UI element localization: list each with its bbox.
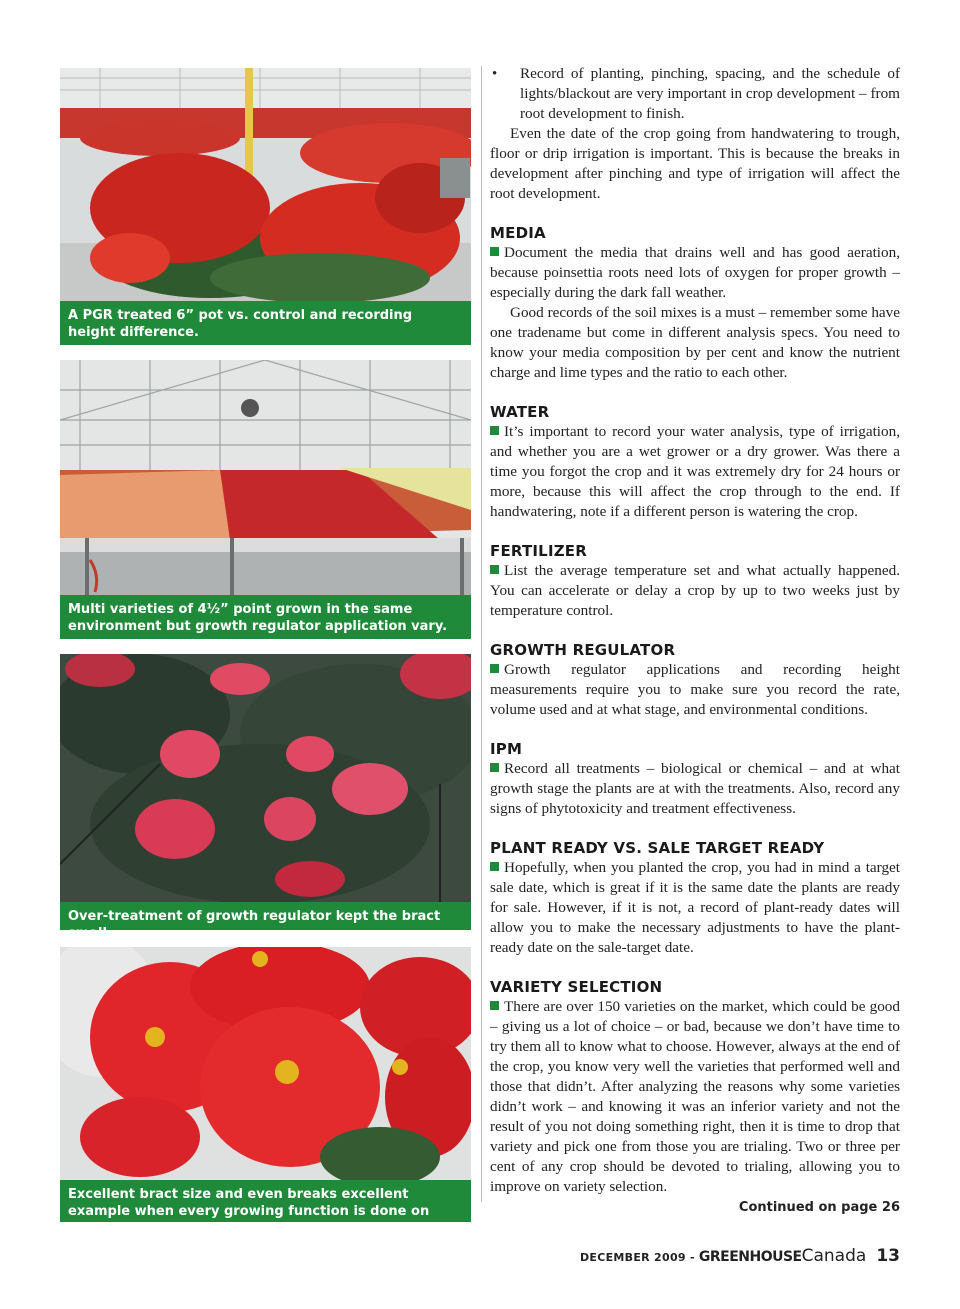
plant-ready-paragraph xyxy=(490,858,900,958)
section-marker-square xyxy=(490,565,499,574)
section-marker-square xyxy=(490,426,499,435)
heading-plant-ready: PLANT READY VS. SALE TARGET READY xyxy=(490,839,825,857)
fertilizer-paragraph xyxy=(490,561,900,621)
column-divider xyxy=(481,66,482,1202)
heading-variety-selection: VARIETY SELECTION xyxy=(490,978,663,996)
caption-over-treatment: Over-treatment of growth regulator kept the bract small. xyxy=(60,902,471,930)
photo-greenhouse-varieties xyxy=(60,360,471,595)
growth-p1-text: Growth regulator applications and recording height measurements require you to make sure you record the rate, volume used and at what stage, and environmental conditions. xyxy=(490,661,900,718)
magazine-name-regular: Canada xyxy=(801,1246,867,1266)
ipm-p1-text: Record all treatments – biological or chemical – and at what growth stage the plants are at with the treatments. Also, record any signs of phytotoxicity and treatment effectiveness. xyxy=(490,760,900,817)
growth-paragraph xyxy=(490,660,900,720)
intro-bullet-text: Record of planting, pinching, spacing, and the schedule of lights/blackout are very important in crop development – from root development to finish. xyxy=(520,65,900,122)
water-p1-text: It’s important to record your water analysis, type of irrigation, and whether you are a wet grower or a dry grower. Was there a time you forgot the crop and it was extremely dry for 24 hours or more, because this will affect the crop through to the end. If handwatering, note if a different person is watering the crop. xyxy=(490,423,900,520)
magazine-name-bold: GREENHOUSE xyxy=(698,1249,802,1265)
heading-media: MEDIA xyxy=(490,224,546,242)
bullet-marker: • xyxy=(492,66,498,82)
variety-paragraph xyxy=(490,997,900,1197)
media-paragraph-2: Good records of the soil mixes is a must – remember some have one tradename but come in different analysis specs. You need to know your media composition by per cent and know the nutrient charge and lime types and the ratio to each other. xyxy=(490,304,900,381)
caption-pgr-treated: A PGR treated 6” pot vs. control and recording height difference. xyxy=(60,301,471,345)
caption-multi-varieties: Multi varieties of 4½” point grown in the same environment but growth regulator application vary. xyxy=(60,595,471,639)
media-p1-text: Document the media that drains well and has good aeration, because poinsettia roots need lots of oxygen for proper growth – especially during the dark fall weather. xyxy=(490,244,900,301)
page-number: 13 xyxy=(876,1246,900,1266)
section-marker-square xyxy=(490,247,499,256)
photo-small-bracts xyxy=(60,654,471,902)
variety-p1-text: There are over 150 varieties on the market, which could be good – giving us a lot of choice – or bad, because we don’t have time to try them all to know what to choose. However, always at the end of the crop, you know very well the varieties that performed well and those that didn’t. After analyzing the reasons why some varieties didn’t work – and knowing it was an inferior variety and not the result of you not doing something right, then it is time to drop that variety and pick one from those you are trialing. Two or three per cent of any crop should be devoted to trialing, allowing you to improve on variety selection. xyxy=(490,998,900,1195)
caption-excellent-bract: Excellent bract size and even breaks excellent example when every growing function is done on time. xyxy=(60,1180,471,1222)
fertilizer-p1-text: List the average temperature set and what actually happened. You can accelerate or delay a crop by up to two weeks just by temperature control. xyxy=(490,562,900,619)
heading-fertilizer: FERTILIZER xyxy=(490,542,587,560)
photo-excellent-bracts xyxy=(60,947,471,1180)
water-paragraph xyxy=(490,422,900,522)
heading-water: WATER xyxy=(490,403,550,421)
section-marker-square xyxy=(490,862,499,871)
section-marker-square xyxy=(490,664,499,673)
heading-ipm: IPM xyxy=(490,740,523,758)
media-paragraph-1 xyxy=(490,243,900,303)
page-footer xyxy=(580,1246,900,1266)
plant-p1-text: Hopefully, when you planted the crop, you had in mind a target sale date, which is great if it is the same date the plants are ready for sale. However, if it is not, a record of plant-ready dates will allow you to make the necessary adjustments to have the plant-ready date on the sale-target date. xyxy=(490,859,900,956)
intro-bullet xyxy=(490,64,900,124)
intro-paragraph: Even the date of the crop going from handwatering to trough, floor or drip irrigation is important. This is because the breaks in development after pinching and type of irrigation will affect the root development. xyxy=(490,125,900,202)
section-marker-square xyxy=(490,763,499,772)
continued-on-page-link: Continued on page 26 xyxy=(738,1200,900,1215)
article-text-column xyxy=(490,64,900,1217)
photo-pgr-treated-pot xyxy=(60,68,471,301)
heading-growth-regulator: GROWTH REGULATOR xyxy=(490,641,676,659)
section-marker-square xyxy=(490,1001,499,1010)
ipm-paragraph xyxy=(490,759,900,819)
issue-date: DECEMBER 2009 - xyxy=(579,1251,695,1264)
